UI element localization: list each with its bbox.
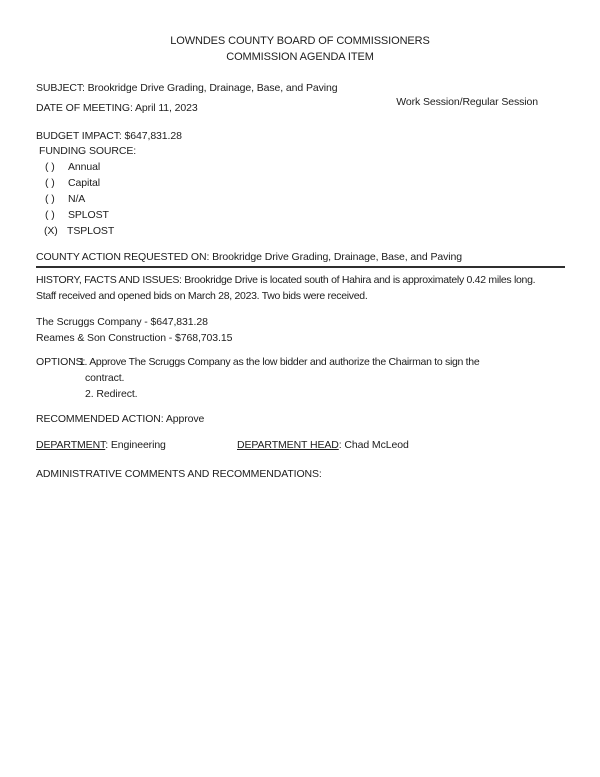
history-line-2: Staff received and opened bids on March 28, 2023. Two bids were received. xyxy=(36,290,368,302)
funding-option-splost xyxy=(45,209,109,222)
department-line xyxy=(36,439,166,452)
checkbox-annual: ( ) xyxy=(45,161,55,173)
option-2-line: 2. Redirect. xyxy=(85,388,138,400)
recommended-action-line: RECOMMENDED ACTION: Approve xyxy=(36,413,205,425)
funding-option-label: Annual xyxy=(68,161,101,173)
admin-comments-label: ADMINISTRATIVE COMMENTS AND RECOMMENDATIONS: xyxy=(36,468,322,480)
funding-option-label: Capital xyxy=(68,177,100,189)
session-type-label: Work Session/Regular Session xyxy=(396,96,538,108)
checkbox-tsplost-checked: (X) xyxy=(44,225,58,237)
checkbox-capital: ( ) xyxy=(45,177,55,189)
department-value: : Engineering xyxy=(105,439,166,451)
department-head-label: DEPARTMENT HEAD xyxy=(237,439,339,451)
funding-option-label: TSPLOST xyxy=(67,225,115,237)
funding-option-label: N/A xyxy=(68,193,86,205)
horizontal-divider xyxy=(36,266,565,268)
bid-scruggs: The Scruggs Company - $647,831.28 xyxy=(36,316,208,328)
checkbox-na: ( ) xyxy=(45,193,55,205)
budget-impact-line: BUDGET IMPACT: $647,831.28 xyxy=(36,130,182,142)
funding-option-annual xyxy=(45,161,100,174)
funding-option-tsplost xyxy=(44,225,114,238)
org-title: LOWNDES COUNTY BOARD OF COMMISSIONERS xyxy=(170,35,430,47)
option-1-continuation: contract. xyxy=(85,372,125,384)
options-label: OPTIONS: xyxy=(36,356,86,368)
funding-option-label: SPLOST xyxy=(68,209,109,221)
subject-line: SUBJECT: Brookridge Drive Grading, Drainage, Base, and Paving xyxy=(36,82,338,94)
history-line-1: HISTORY, FACTS AND ISSUES: Brookridge Drive is located south of Hahira and is approximately 0.42 miles long. xyxy=(36,274,536,286)
bid-reames: Reames & Son Construction - $768,703.15 xyxy=(36,332,233,344)
department-head-line xyxy=(237,439,409,452)
department-label: DEPARTMENT xyxy=(36,439,106,451)
meeting-date-line: DATE OF MEETING: April 11, 2023 xyxy=(36,102,198,114)
checkbox-splost: ( ) xyxy=(45,209,55,221)
department-head-value: : Chad McLeod xyxy=(338,439,409,451)
county-action-line: COUNTY ACTION REQUESTED ON: Brookridge Drive Grading, Drainage, Base, and Paving xyxy=(36,251,462,263)
option-1-line: 1. Approve The Scruggs Company as the low bidder and authorize the Chairman to sign the xyxy=(79,356,480,368)
funding-option-capital xyxy=(45,177,100,190)
funding-source-label: FUNDING SOURCE: xyxy=(39,145,137,157)
document-type-title: COMMISSION AGENDA ITEM xyxy=(226,51,374,63)
funding-option-na xyxy=(45,193,85,206)
